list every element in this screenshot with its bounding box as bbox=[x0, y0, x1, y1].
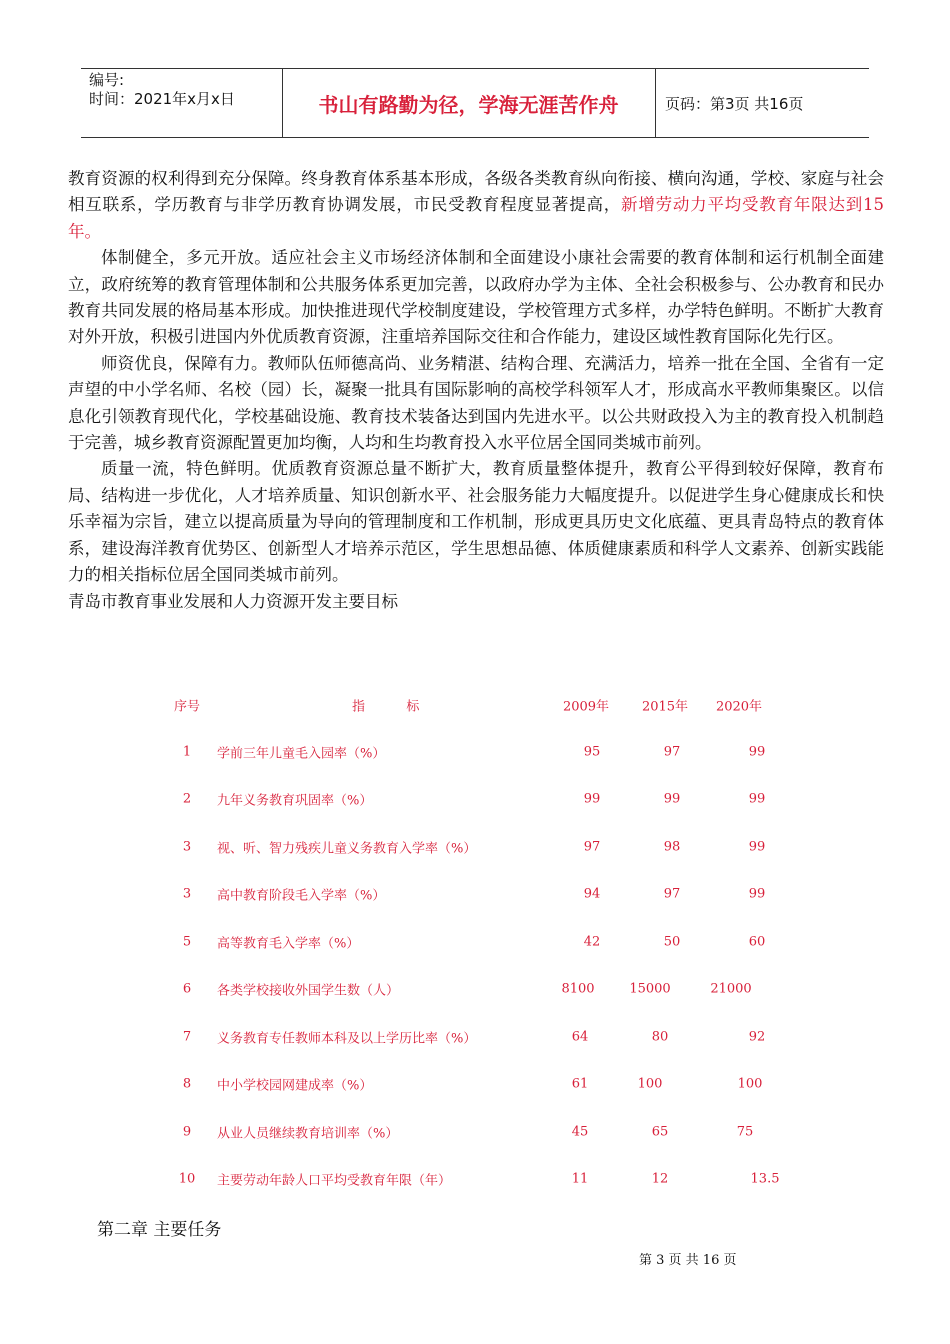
body-text bbox=[68, 166, 884, 615]
row-number: 8 bbox=[182, 1076, 192, 1092]
value-2009: 45 bbox=[571, 1124, 589, 1140]
value-2009: 64 bbox=[571, 1029, 589, 1045]
value-2015: 50 bbox=[663, 934, 681, 950]
value-2015: 15000 bbox=[629, 981, 671, 997]
row-indicator: 从业人员继续教育培训率（%） bbox=[217, 1126, 399, 1142]
value-2009: 95 bbox=[583, 744, 601, 760]
header-motto: 书山有路勤为径，学海无涯苦作舟 bbox=[318, 92, 619, 117]
paragraph: 质量一流，特色鲜明。优质教育资源总量不断扩大，教育质量整体提升，教育公平得到较好保障，教育布局、结构进一步优化，人才培养质量、知识创新水平、社会服务能力大幅度提升。以促进学生身心健康成长和快乐幸福为宗旨，建立以提高质量为导向的管理制度和工作机制，形成更具历史文化底蕴、更具青岛特点的教育体系，建设海洋教育优势区、创新型人才培养示范区，学生思想品德、体质健康素质和科学人文素养、创新实践能力的相关指标位居全国同类城市前列。 bbox=[68, 459, 884, 585]
value-2009: 97 bbox=[583, 839, 601, 855]
row-indicator: 视、听、智力残疾儿童义务教育入学率（%） bbox=[217, 841, 477, 857]
header-number-label: 编号: bbox=[89, 71, 125, 89]
row-number: 1 bbox=[182, 744, 192, 760]
value-2020: 60 bbox=[748, 934, 766, 950]
header-page-label: 页码：第3页 共16页 bbox=[665, 94, 804, 113]
row-number: 2 bbox=[182, 791, 192, 807]
row-indicator: 高中教育阶段毛入学率（%） bbox=[217, 888, 386, 904]
value-2020: 99 bbox=[748, 839, 766, 855]
row-number: 5 bbox=[182, 934, 192, 950]
value-2020: 92 bbox=[748, 1029, 766, 1045]
header-divider bbox=[655, 69, 656, 137]
paragraph: 体制健全，多元开放。适应社会主义市场经济体制和全面建设小康社会需要的教育体制和运行机制全面建立，政府统筹的教育管理体制和公共服务体系更加完善，以政府办学为主体、全社会积极参与、公办教育和民办教育共同发展的格局基本形成。加快推进现代学校制度建设，学校管理方式多样，办学特色鲜明。不断扩大教育对外开放，积极引进国内外优质教育资源，注重培养国际交往和合作能力，建设区域性教育国际化先行区。 bbox=[68, 248, 884, 347]
value-2015: 65 bbox=[651, 1124, 669, 1140]
value-2020: 21000 bbox=[710, 981, 752, 997]
row-number: 10 bbox=[178, 1171, 196, 1187]
value-2015: 80 bbox=[651, 1029, 669, 1045]
row-indicator: 学前三年儿童毛入园率（%） bbox=[217, 746, 386, 762]
highlight-text: 新增劳动力平均受教育年限达到15 年。 bbox=[68, 195, 884, 241]
row-indicator: 各类学校接收外国学生数（人） bbox=[217, 983, 400, 999]
paragraph: 师资优良，保障有力。教师队伍师德高尚、业务精湛、结构合理、充满活力，培养一批在全国、全省有一定声望的中小学名师、名校（园）长，凝聚一批具有国际影响的高校学科领军人才，形成高水平教师集聚区。以信息化引领教育现代化，学校基础设施、教育技术装备达到国内先进水平。以公共财政投入为主的教育投入机制趋于完善，城乡教育资源配置更加均衡，人均和生均教育投入水平位居全国同类城市前列。 bbox=[68, 353, 884, 453]
header-time-label: 时间：2021年x月x日 bbox=[89, 90, 235, 108]
header-2009: 2009年 bbox=[562, 699, 610, 715]
value-2020: 100 bbox=[737, 1076, 763, 1092]
row-indicator: 主要劳动年龄人口平均受教育年限（年） bbox=[217, 1173, 452, 1189]
header-2020: 2020年 bbox=[715, 699, 763, 715]
page-header bbox=[81, 68, 869, 138]
value-2009: 8100 bbox=[561, 981, 595, 997]
value-2015: 12 bbox=[651, 1171, 669, 1187]
row-number: 3 bbox=[182, 886, 192, 902]
chapter-title: 第二章 主要任务 bbox=[97, 1220, 222, 1240]
header-no: 序号 bbox=[173, 699, 201, 715]
row-number: 7 bbox=[182, 1029, 192, 1045]
table-caption: 青岛市教育事业发展和人力资源开发主要目标 bbox=[68, 591, 398, 611]
value-2020: 99 bbox=[748, 744, 766, 760]
header-indicator: 指 标 bbox=[352, 699, 420, 715]
value-2015: 99 bbox=[663, 791, 681, 807]
value-2020: 75 bbox=[736, 1124, 754, 1140]
row-number: 6 bbox=[182, 981, 192, 997]
row-indicator: 义务教育专任教师本科及以上学历比率（%） bbox=[217, 1031, 477, 1047]
value-2009: 99 bbox=[583, 791, 601, 807]
row-indicator: 中小学校园网建成率（%） bbox=[217, 1078, 373, 1094]
value-2009: 42 bbox=[583, 934, 601, 950]
value-2015: 100 bbox=[637, 1076, 663, 1092]
paragraph-text: 教育资源的权利得到充分保障。终身教育体系基本形成，各级各类教育纵向衔接、横向沟通，学校、家庭与社会相互联系，学历教育与非学历教育协调发展，市民受教育程度显著提高， bbox=[68, 169, 884, 215]
paragraph bbox=[68, 166, 884, 245]
value-2020: 99 bbox=[748, 886, 766, 902]
header-2015: 2015年 bbox=[641, 699, 689, 715]
page-footer: 第 3 页 共 16 页 bbox=[639, 1253, 737, 1268]
value-2009: 11 bbox=[571, 1171, 589, 1187]
value-2015: 97 bbox=[663, 744, 681, 760]
value-2020: 99 bbox=[748, 791, 766, 807]
value-2009: 94 bbox=[583, 886, 601, 902]
value-2015: 97 bbox=[663, 886, 681, 902]
value-2015: 98 bbox=[663, 839, 681, 855]
row-indicator: 九年义务教育巩固率（%） bbox=[217, 793, 373, 809]
row-number: 3 bbox=[182, 839, 192, 855]
header-meta bbox=[89, 71, 235, 109]
value-2020: 13.5 bbox=[750, 1171, 780, 1187]
value-2009: 61 bbox=[571, 1076, 589, 1092]
row-number: 9 bbox=[182, 1124, 192, 1140]
row-indicator: 高等教育毛入学率（%） bbox=[217, 936, 360, 952]
